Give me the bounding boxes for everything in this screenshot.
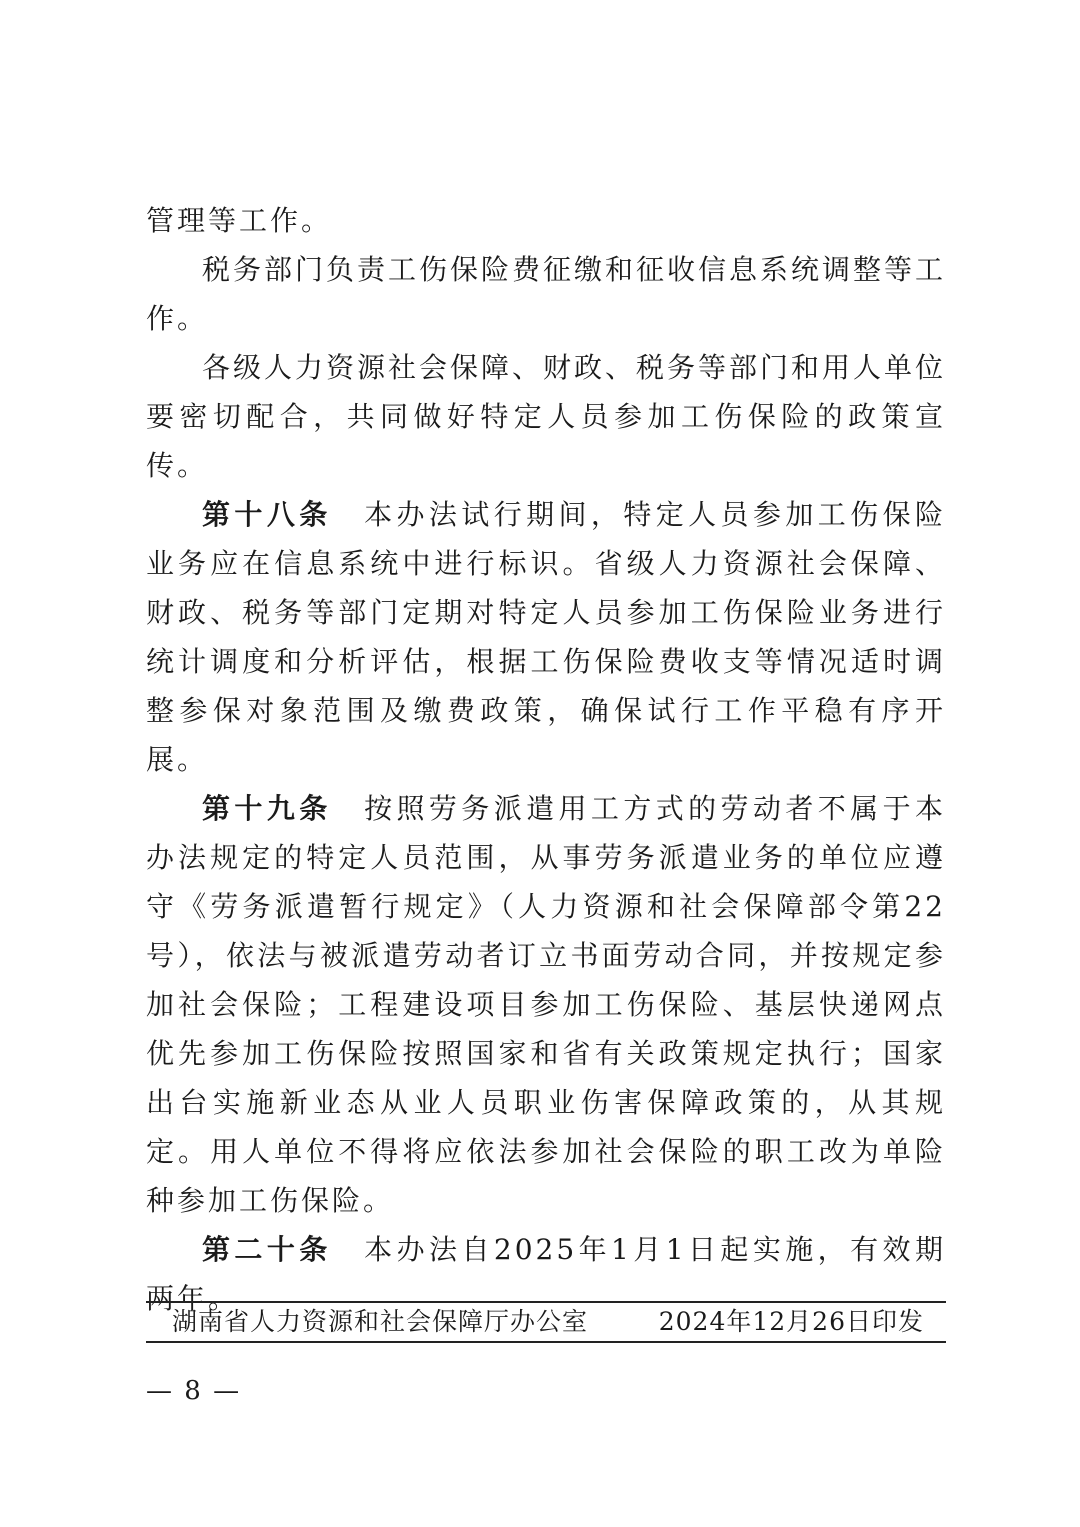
issue-date: 2024年12月26日印发 [658, 1307, 924, 1336]
article-label: 第十八条 [202, 498, 332, 531]
article-19 [146, 784, 946, 1225]
page-number: — 8 — [146, 1376, 242, 1406]
paragraph-3 [146, 343, 946, 490]
article-label: 第二十条 [202, 1233, 332, 1266]
paragraph-text: 税务部门负责工伤保险费征缴和征收信息系统调整等工作。 [146, 253, 947, 335]
document-body [146, 196, 946, 1323]
article-text: 本办法自2025年1月1日起实施，有效期两年。 [146, 1233, 946, 1315]
issuing-organization: 湖南省人力资源和社会保障厅办公室 [172, 1307, 589, 1336]
article-text: 按照劳务派遣用工方式的劳动者不属于本办法规定的特定人员范围，从事劳务派遣业务的单位应遵守《劳务派遣暂行规定》（人力资源和社会保障部令第22号），依法与被派遣劳动者订立书面劳动合同，并按规定参加社会保险；工程建设项目参加工伤保险、基层快递网点优先参加工伤保险按照国家和省有关政策规定执行；国家出台实施新业态从业人员职业伤害保障政策的，从其规定。用人单位不得将应依法参加社会保险的职工改为单险种参加工伤保险。 [146, 792, 946, 1217]
paragraph-1 [146, 196, 946, 245]
paragraph-text: 各级人力资源社会保障、财政、税务等部门和用人单位要密切配合，共同做好特定人员参加工伤保险的政策宣传。 [146, 351, 947, 482]
article-text: 本办法试行期间，特定人员参加工伤保险业务应在信息系统中进行标识。省级人力资源社会保障、财政、税务等部门定期对特定人员参加工伤保险业务进行统计调度和分析评估，根据工伤保险费收支等情况适时调整参保对象范围及缴费政策，确保试行工作平稳有序开展。 [146, 498, 946, 776]
imprint-bar [146, 1301, 946, 1343]
article-18 [146, 490, 946, 784]
article-label: 第十九条 [202, 792, 332, 825]
paragraph-2 [146, 245, 946, 343]
paragraph-text: 管理等工作。 [146, 204, 333, 237]
